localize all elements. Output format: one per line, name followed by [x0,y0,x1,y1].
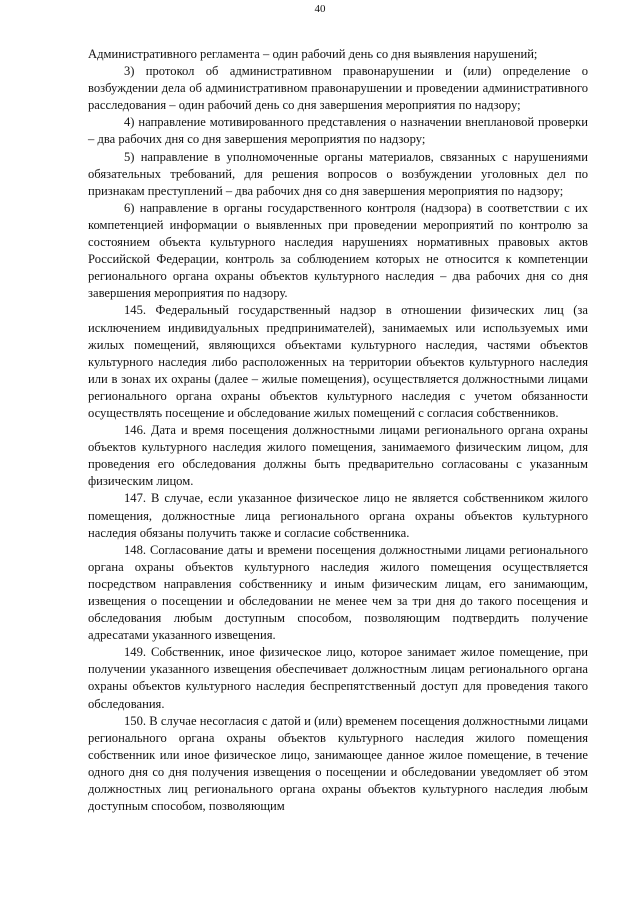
paragraph-item-5: 5) направление в уполномоченные органы материалов, связанных с нарушениями обязательных требований, для решения вопросов о возбуждении уголовных дел по признакам преступлений – два рабочих дня со дня завершения мероприятия по надзору; [88,149,588,198]
paragraph-continuation: Административного регламента – один рабочий день со дня выявления нарушений; [88,47,538,61]
paragraph-150: 150. В случае несогласия с датой и (или) временем посещения должностными лицами регионального органа охраны объектов культурного наследия жилого помещения собственник или иное физическое лицо, занимающее данное жилое помещение, в течение одного дня со дня получения извещения о посещении и обследовании уведомляет об этом должностных лиц регионального органа охраны объектов культурного наследия любым доступным способом, позволяющим [88,713,588,814]
paragraph-149: 149. Собственник, иное физическое лицо, которое занимает жилое помещение, при получении указанного извещения обеспечивает должностным лицам регионального органа охраны объектов культурного наследия беспрепятственный доступ для проведения такого обследования. [88,645,588,711]
paragraph-item-4: 4) направление мотивированного представления о назначении внеплановой проверки – два рабочих дня со дня завершения мероприятия по надзору; [88,115,588,147]
paragraph-item-3: 3) протокол об административном правонарушении и (или) определение о возбуждении дела об административном правонарушении и проведении административного расследования – один рабочий день со дня завершения мероприятия по надзору; [88,64,588,113]
document-body [88,46,588,815]
paragraph-147: 147. В случае, если указанное физическое лицо не является собственником жилого помещения, должностные лица регионального органа охраны объектов культурного наследия обязаны получить также и согласие собственника. [88,491,588,540]
page-number: 40 [314,3,326,15]
paragraph-145: 145. Федеральный государственный надзор в отношении физических лиц (за исключением индивидуальных предпринимателей), занимаемых или используемых ими жилых помещений, являющихся объектами культурного наследия, частями объектов культурного наследия либо расположенных на территории объектов культурного наследия или в зонах их охраны (далее – жилые помещения), осуществляется должностными лицами регионального органа охраны объектов культурного наследия с учетом обязанности осуществлять посещение и обследование жилых помещений с согласия собственников. [88,303,588,420]
paragraph-146: 146. Дата и время посещения должностными лицами регионального органа охраны объектов культурного наследия жилого помещения, занимаемого физическим лицом, для проведения его обследования должны быть предварительно согласованы с указанным физическим лицом. [88,423,588,489]
paragraph-148: 148. Согласование даты и времени посещения должностными лицами регионального органа охраны объектов культурного наследия жилого помещения осуществляется посредством направления собственнику и иным физическим лицам, его занимающим, извещения о посещении и обследовании не менее чем за три дня до такого посещения и обследования любым доступным способом, позволяющим подтвердить получение адресатами указанного извещения. [88,542,588,643]
paragraph-item-6: 6) направление в органы государственного контроля (надзора) в соответствии с их компетенцией информации о выявленных при проведении мероприятий по контролю за состоянием объекта культурного наследия нарушениях нормативных правовых актов Российской Федерации, контроль за соблюдением которых не относится к компетенции регионального органа охраны объектов культурного наследия – два рабочих дня со дня завершения мероприятия по надзору. [88,200,588,301]
